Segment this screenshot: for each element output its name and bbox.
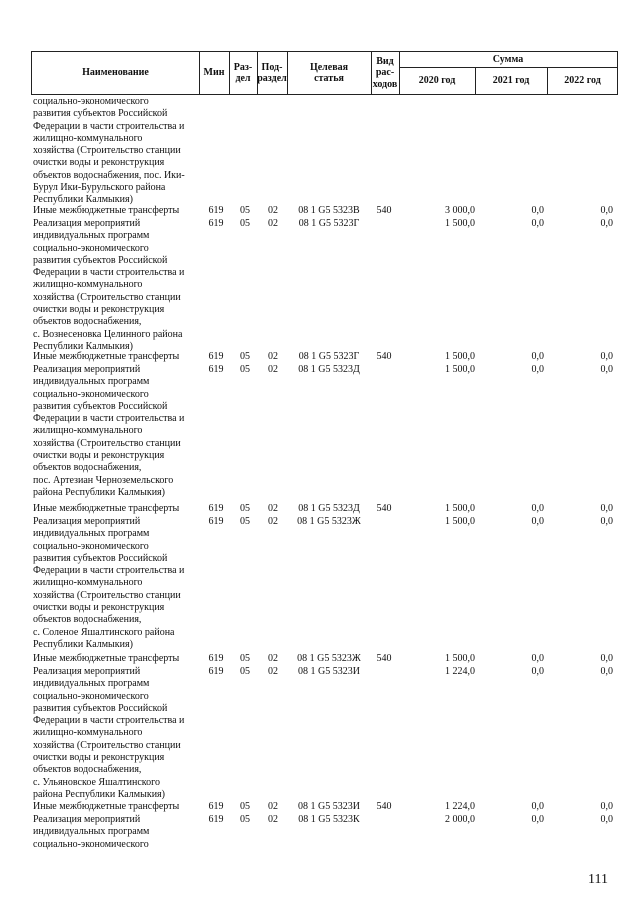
- row-ts: 08 1 G5 5323Д: [298, 364, 360, 375]
- row-name: Иные межбюджетные трансферты: [33, 351, 180, 362]
- row-rz: 05: [240, 516, 250, 527]
- row-y2: 0,0: [531, 814, 544, 825]
- row-y3: 0,0: [600, 218, 613, 229]
- row-y1: 1 500,0: [445, 503, 475, 514]
- row-min: 619: [208, 516, 224, 527]
- row-pr: 02: [268, 516, 278, 527]
- row-pr: 02: [268, 801, 278, 812]
- row-ts: 08 1 G5 5323И: [298, 666, 360, 677]
- row-name: Иные межбюджетные трансферты: [33, 503, 180, 514]
- row-y1: 1 500,0: [445, 351, 475, 362]
- row-pr: 02: [268, 653, 278, 664]
- header-name: Наименование: [32, 52, 200, 94]
- row-y1: 1 500,0: [445, 364, 475, 375]
- row-name: Иные межбюджетные трансферты: [33, 653, 180, 664]
- row-pr: 02: [268, 218, 278, 229]
- row-y1: 1 500,0: [445, 218, 475, 229]
- row-min: 619: [208, 205, 224, 216]
- page-number: 111: [588, 872, 608, 887]
- row-min: 619: [208, 814, 224, 825]
- row-ts: 08 1 G5 5323Г: [298, 218, 360, 229]
- row-name: Иные межбюджетные трансферты: [33, 801, 180, 812]
- row-y3: 0,0: [600, 516, 613, 527]
- row-y2: 0,0: [531, 516, 544, 527]
- row-min: 619: [208, 503, 224, 514]
- row-y3: 0,0: [600, 814, 613, 825]
- row-ts: 08 1 G5 5323Ж: [297, 516, 361, 527]
- row-rz: 05: [240, 364, 250, 375]
- row-name: Реализация мероприятий индивидуальных программ социально-экономического развития субъектов Российской Федерации в части строительства и жилищно-коммунального хозяйства (Строительство станции очистки воды и реконструкция объектов водоснабжения, с. Ульяновское Яшалтинского района Республики Калмыкия): [33, 666, 185, 800]
- row-ts: 08 1 G5 5323B: [298, 205, 360, 216]
- row-pr: 02: [268, 364, 278, 375]
- row-ts: 08 1 G5 5323Г: [298, 351, 360, 362]
- table-header: [31, 51, 618, 95]
- row-y2: 0,0: [531, 364, 544, 375]
- row-vr: 540: [376, 801, 392, 812]
- row-name: Реализация мероприятий индивидуальных программ социально-экономического развития субъектов Российской Федерации в части строительства и жилищно-коммунального хозяйства (Строительство станции очистки воды и реконструкция объектов водоснабжения, с. Соленое Яшалтинского района Республики Калмыкия): [33, 516, 185, 650]
- row-y1: 1 224,0: [445, 801, 475, 812]
- row-y2: 0,0: [531, 653, 544, 664]
- row-y2: 0,0: [531, 666, 544, 677]
- row-rz: 05: [240, 205, 250, 216]
- row-y1: 2 000,0: [445, 814, 475, 825]
- row-y1: 3 000,0: [445, 205, 475, 216]
- row-y3: 0,0: [600, 205, 613, 216]
- row-name: Реализация мероприятий индивидуальных программ социально-экономического развития субъектов Российской Федерации в части строительства и жилищно-коммунального хозяйства (Строительство станции очистки воды и реконструкция объектов водоснабжения, с. Вознесеновка Целинного района Республики Калмыкия): [33, 218, 185, 352]
- row-y3: 0,0: [600, 364, 613, 375]
- row-vr: 540: [376, 653, 392, 664]
- row-y3: 0,0: [600, 503, 613, 514]
- row-y1: 1 224,0: [445, 666, 475, 677]
- row-ts: 08 1 G5 5323Д: [298, 503, 360, 514]
- row-vr: 540: [376, 503, 392, 514]
- row-min: 619: [208, 801, 224, 812]
- row-y3: 0,0: [600, 351, 613, 362]
- row-pr: 02: [268, 205, 278, 216]
- header-year-2022: 2022 год: [564, 75, 601, 86]
- row-rz: 05: [240, 666, 250, 677]
- header-podrazdel: Под- раздел: [257, 52, 288, 94]
- row-y1: 1 500,0: [445, 653, 475, 664]
- row-pr: 02: [268, 814, 278, 825]
- header-min: Мин: [199, 52, 230, 94]
- row-y2: 0,0: [531, 351, 544, 362]
- row-min: 619: [208, 218, 224, 229]
- row-y3: 0,0: [600, 801, 613, 812]
- header-sum: Сумма: [399, 52, 617, 68]
- header-vid: Вид рас- ходов: [371, 52, 400, 94]
- row-min: 619: [208, 364, 224, 375]
- row-min: 619: [208, 666, 224, 677]
- row-rz: 05: [240, 503, 250, 514]
- header-year-2021: 2021 год: [475, 67, 548, 94]
- header-razdel: Раз- дел: [229, 52, 258, 94]
- row-min: 619: [208, 653, 224, 664]
- row-rz: 05: [240, 351, 250, 362]
- header-year-2020: 2020 год: [399, 67, 476, 94]
- row-pr: 02: [268, 503, 278, 514]
- row-y3: 0,0: [600, 666, 613, 677]
- row-min: 619: [208, 351, 224, 362]
- row-name: Иные межбюджетные трансферты: [33, 205, 180, 216]
- row-name: Реализация мероприятий индивидуальных программ социально-экономического развития субъектов Российской Федерации в части строительства и жилищно-коммунального хозяйства (Строительство станции очистки воды и реконструкция объектов водоснабжения, пос. Артезиан Черноземельского района Республики Калмыкия): [33, 364, 185, 498]
- row-y2: 0,0: [531, 503, 544, 514]
- row-y3: 0,0: [600, 653, 613, 664]
- header-target: Целевая статья: [287, 52, 372, 94]
- row-rz: 05: [240, 653, 250, 664]
- row-ts: 08 1 G5 5323Ж: [297, 653, 361, 664]
- row-y2: 0,0: [531, 218, 544, 229]
- row-vr: 540: [376, 205, 392, 216]
- row-name: Реализация мероприятий индивидуальных программ социально-экономического: [33, 814, 150, 850]
- row-y2: 0,0: [531, 205, 544, 216]
- row-vr: 540: [376, 351, 392, 362]
- row-pr: 02: [268, 666, 278, 677]
- row-rz: 05: [240, 218, 250, 229]
- row-y2: 0,0: [531, 801, 544, 812]
- row-name: социально-экономического развития субъектов Российской Федерации в части строительства и жилищно-коммунального хозяйства (Строительство станции очистки воды и реконструкция объектов водоснабжения, пос. Ики- Бурул Ики-Бурульского района Республики Калмыкия): [33, 96, 185, 206]
- row-ts: 08 1 G5 5323К: [298, 814, 360, 825]
- row-ts: 08 1 G5 5323И: [298, 801, 360, 812]
- row-y1: 1 500,0: [445, 516, 475, 527]
- row-pr: 02: [268, 351, 278, 362]
- row-rz: 05: [240, 801, 250, 812]
- row-rz: 05: [240, 814, 250, 825]
